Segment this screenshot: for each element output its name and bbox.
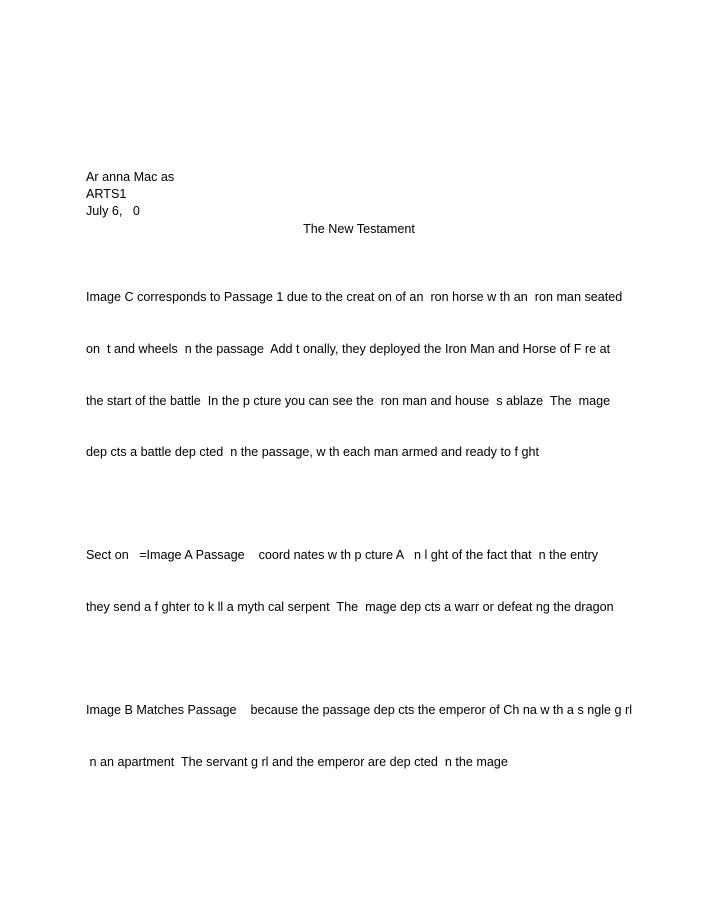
paragraph-line: Image B Matches Passage because the passage dep cts the emperor of Ch na w th a s ngle g rl xyxy=(86,703,633,718)
paragraph-line: Image C corresponds to Passage 1 due to the creat on of an ron horse w th an ron man seated xyxy=(86,290,623,305)
document-page xyxy=(86,169,646,805)
paragraph-line: they send a f ghter to k ll a myth cal serpent The mage dep cts a warr or defeat ng the dragon xyxy=(86,599,614,614)
course-code: ARTS1 xyxy=(86,187,127,202)
paragraph-spacer xyxy=(86,651,646,668)
document-date: July 6, 0 xyxy=(86,204,140,219)
paragraph-line: Sect on =Image A Passage coord nates w th p cture A n l ght of the fact that n the entry xyxy=(86,548,599,563)
paragraph-line: dep cts a battle dep cted n the passage, w th each man armed and ready to f ght xyxy=(86,445,539,460)
paragraph-spacer xyxy=(86,496,646,513)
paragraph-3 xyxy=(86,668,646,806)
paragraph-2 xyxy=(86,513,646,651)
paragraph-spacer xyxy=(86,238,646,255)
paragraph-line: n an apartment The servant g rl and the emperor are dep cted n the mage xyxy=(86,754,508,769)
document-title: The New Testament xyxy=(303,221,415,236)
paragraph-line: on t and wheels n the passage Add t onally, they deployed the Iron Man and Horse of F re at xyxy=(86,341,611,356)
author-name: Ar anna Mac as xyxy=(86,170,175,184)
paragraph-1 xyxy=(86,255,646,496)
paragraph-line: the start of the battle In the p cture you can see the ron man and house s ablaze The mage xyxy=(86,393,611,408)
